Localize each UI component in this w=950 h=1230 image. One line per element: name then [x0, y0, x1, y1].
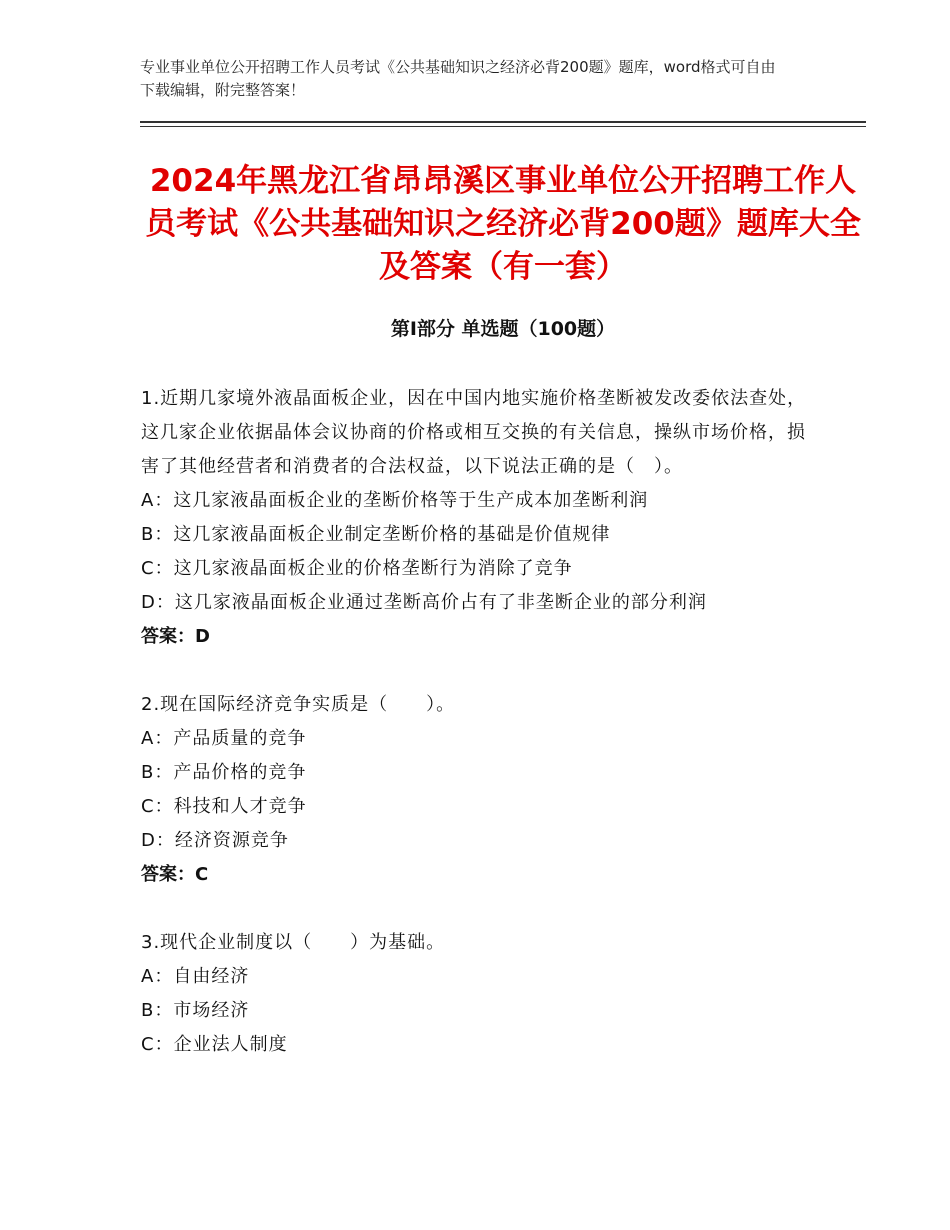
- question-2: [141, 688, 821, 892]
- question-stem: 1.近期几家境外液晶面板企业，因在中国内地实施价格垄断被发改委依法查处，这几家企业依据晶体会议协商的价格或相互交换的有关信息，操纵市场价格，损害了其他经营者和消费者的合法权益，以下说法正确的是（ ）。: [141, 388, 807, 477]
- option-d: D：经济资源竞争: [141, 830, 289, 851]
- question-list: [141, 382, 821, 1096]
- question-1: [141, 382, 821, 654]
- section-title: 第Ⅰ部分 单选题（100题）: [390, 318, 616, 340]
- header-rule-thin: [140, 126, 866, 127]
- option-c: C：科技和人才竞争: [141, 796, 307, 817]
- option-d: D：这几家液晶面板企业通过垄断高价占有了非垄断企业的部分利润: [141, 592, 707, 613]
- document-title: 2024年黑龙江省昂昂溪区事业单位公开招聘工作人员考试《公共基础知识之经济必背200题》题库大全及答案（有一套）: [145, 163, 861, 285]
- option-a: A：这几家液晶面板企业的垄断价格等于生产成本加垄断利润: [141, 490, 649, 511]
- question-stem: 3.现代企业制度以（ ）为基础。: [141, 932, 446, 953]
- option-c: C：企业法人制度: [141, 1034, 288, 1055]
- header-note: 专业事业单位公开招聘工作人员考试《公共基础知识之经济必背200题》题库，word格式可自由下载编辑，附完整答案！: [140, 58, 776, 99]
- answer: 答案：C: [141, 864, 209, 885]
- answer: 答案：D: [141, 626, 210, 647]
- option-a: A：产品质量的竞争: [141, 728, 307, 749]
- option-b: B：这几家液晶面板企业制定垄断价格的基础是价值规律: [141, 524, 611, 545]
- question-stem: 2.现在国际经济竞争实质是（ ）。: [141, 694, 456, 715]
- option-b: B：产品价格的竞争: [141, 762, 307, 783]
- header-rule-thick: [140, 121, 866, 123]
- option-a: A：自由经济: [141, 966, 250, 987]
- option-b: B：市场经济: [141, 1000, 250, 1021]
- question-3: [141, 926, 821, 1062]
- option-c: C：这几家液晶面板企业的价格垄断行为消除了竞争: [141, 558, 573, 579]
